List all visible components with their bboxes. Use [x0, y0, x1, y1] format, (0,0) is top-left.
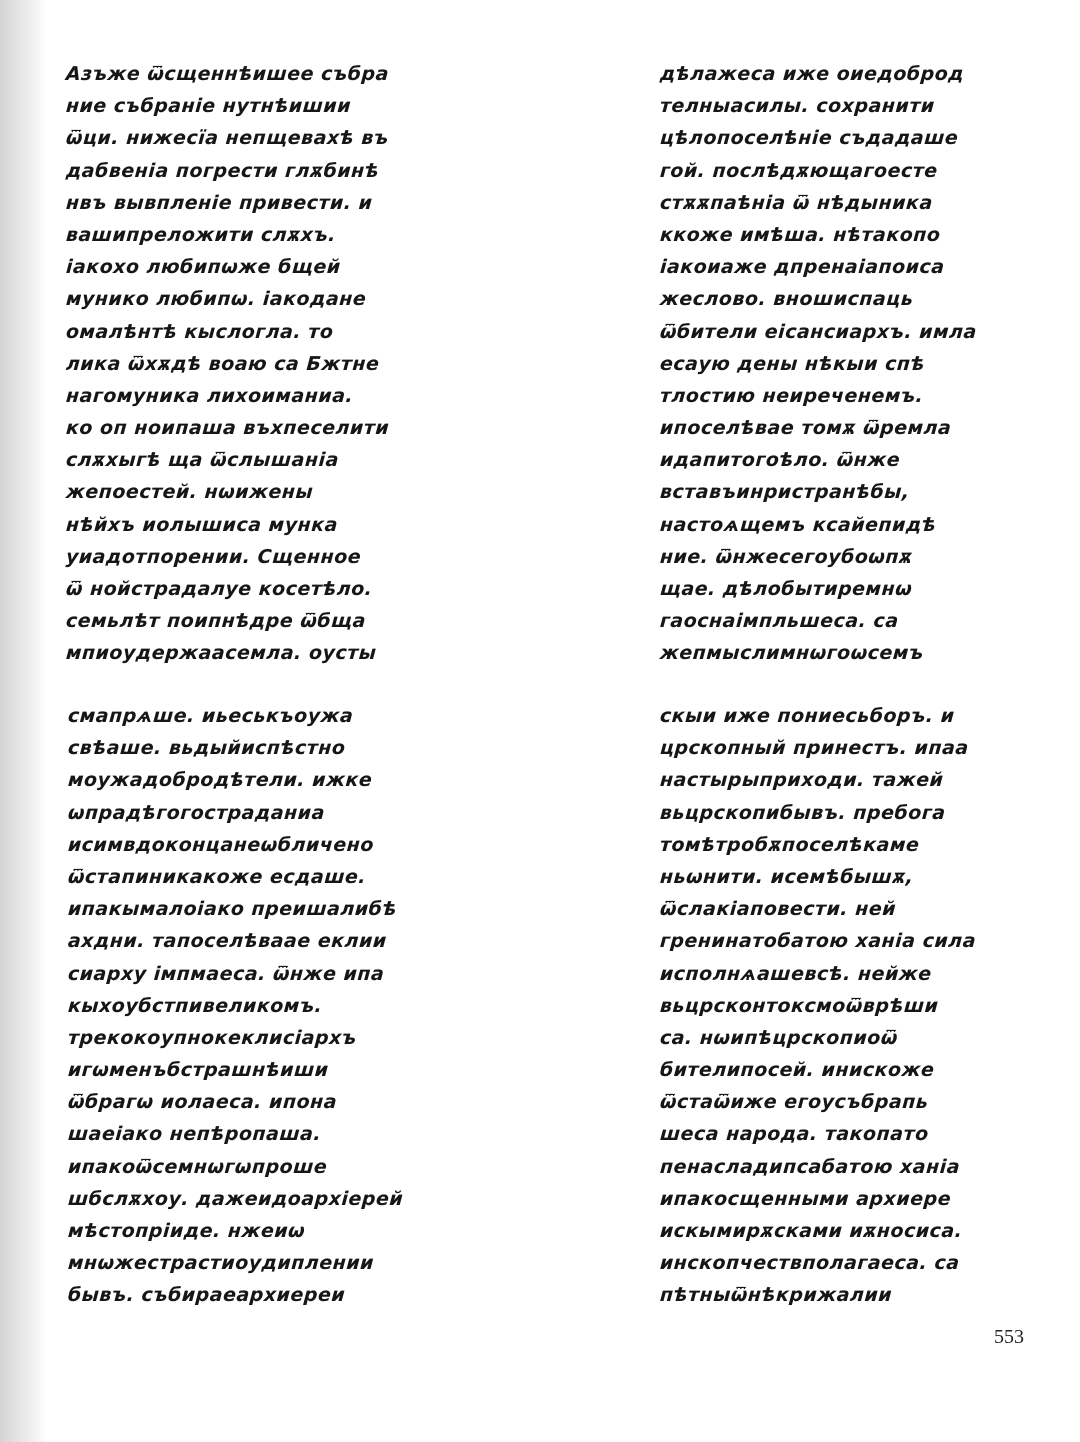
- text-line: лика ѿхѫдѣ воаю са Бжтне: [65, 352, 381, 375]
- text-line: ипакымалоiако преишалибѣ: [67, 898, 398, 921]
- text-line: свѣаше. вьдыйиспѣстно: [67, 737, 347, 760]
- text-line: нвъ вывпленіе привести. и: [65, 191, 374, 214]
- text-line: нагомуника лихоиманиа.: [65, 384, 355, 407]
- text-line: ние. ѿнжесегоубоѡпѫ: [659, 545, 914, 568]
- text-line: жепоестей. нѡижены: [65, 481, 315, 504]
- text-line: ѿстаѿиже егоусъбрапь: [659, 1091, 930, 1114]
- text-line: трекокоупнокеклисiархъ: [67, 1026, 358, 1049]
- text-line: томѣтробѫпоселѣкаме: [659, 833, 921, 856]
- text-line: щае. дѣлобытиремнѡ: [659, 578, 914, 600]
- text-line: настырыприходи. тажей: [659, 769, 945, 792]
- text-line: дабвеніа погрести глѫбинѣ: [65, 159, 381, 182]
- text-line: тлостию неиреченемъ.: [659, 384, 925, 407]
- text-line: ипоселѣвае томѫ ѿремла: [659, 417, 953, 440]
- text-line: ко оп ноипаша въхпеселити: [65, 417, 390, 440]
- text-line: ипакосщенными архиере: [659, 1187, 952, 1210]
- text-line: ѡпрадѣгогостраданиа: [67, 801, 326, 824]
- text-line: инскопчествполагаеса. са: [659, 1252, 961, 1275]
- text-line: исполнѧашевсѣ. нейже: [659, 962, 933, 985]
- text-line: ѿ нойстрадалуе косетѣло.: [65, 578, 374, 600]
- text-line: бителипосей. инискоже: [659, 1059, 936, 1082]
- text-line: скыи иже пониесьборъ. и: [659, 705, 956, 727]
- text-line: настоѧщемъ ксайепидѣ: [659, 513, 938, 536]
- text-line: ѿстапиникакоже есдаше.: [67, 865, 367, 888]
- text-line: искымирѫсками иѫносиса.: [659, 1220, 964, 1242]
- text-line: Азъже ѿсщеннѣишее събра: [65, 63, 390, 85]
- text-line: мунико любипѡ. iакодане: [65, 288, 368, 311]
- text-line: моужадобродѣтели. ижке: [67, 769, 374, 792]
- text-line: вставъинристранѣбы,: [659, 481, 911, 504]
- text-line: ѿслакiаповести. ней: [659, 898, 897, 921]
- text-line: стѫѫпаѣніа ѿ нѣдыника: [659, 191, 934, 214]
- text-line: сиарху iмпмаеса. ѿнже ипа: [67, 962, 386, 985]
- text-line: црскопный принестъ. ипаа: [659, 737, 970, 760]
- text-line: гренинатобатою ханiа сила: [659, 930, 977, 953]
- text-line: исимвдоконцанеѡбличено: [67, 833, 375, 856]
- text-line: ѿци. нижесїа непщевахѣ въ: [65, 127, 390, 150]
- text-line: нѣйхъ иолышиса мунка: [65, 513, 339, 536]
- text-line: мнѡжестрастиоудиплении: [67, 1252, 375, 1275]
- text-line: идапитогоѣло. ѿнже: [659, 449, 901, 472]
- text-line: дѣлажеса иже оиедоброд: [659, 63, 965, 85]
- text-line: ахдни. тапоселѣваае еклии: [67, 930, 388, 953]
- text-line: гаоснаiмпльшеса. са: [659, 610, 900, 633]
- text-column-bottom-left: [68, 700, 448, 1312]
- page-gutter-shadow: [0, 0, 46, 1442]
- text-line: слѫхыгѣ ща ѿслышаніа: [65, 449, 340, 472]
- text-line: пѣтныѿнѣкрижалии: [659, 1284, 893, 1307]
- text-line: мпиоудержаасемла. оусты: [65, 642, 378, 665]
- text-line: мѣстопрiиде. нжеиѡ: [67, 1220, 306, 1242]
- text-column-bottom-right: [660, 700, 1020, 1312]
- text-line: уиадотпорении. Сщенное: [65, 545, 362, 568]
- text-line: семьлѣт поипнѣдре ѿбща: [65, 610, 367, 633]
- text-line: ѿбители еісансиархъ. имла: [659, 320, 978, 343]
- text-line: iакохо любипѡже бщей: [65, 256, 342, 279]
- text-line: гой. послѣдѫющагоесте: [659, 159, 939, 182]
- text-line: есаую дены нѣкыи спѣ: [659, 352, 926, 375]
- text-line: ньѡнити. исемѣбышѫ,: [659, 865, 915, 888]
- text-line: шбслѫхоу. дажеидоархiерей: [67, 1187, 405, 1210]
- text-line: шаеiако непѣропаша.: [67, 1123, 323, 1146]
- text-line: ѿбрагѡ иолаеса. ипона: [67, 1091, 338, 1114]
- text-line: омалѣнтѣ кыслогла. то: [65, 320, 335, 343]
- text-line: вашипреложити слѫхъ.: [65, 223, 337, 246]
- text-line: кыхоубстпивеликомъ.: [67, 994, 324, 1017]
- text-line: жеслово. вношиспаць: [659, 288, 915, 311]
- text-line: шеса народа. такопато: [659, 1123, 930, 1146]
- text-line: ипакоѿсемнѡгѡпроше: [67, 1155, 329, 1178]
- text-line: пенасладипсабатою ханiа: [659, 1155, 961, 1178]
- text-line: вьцрскопибывъ. пребога: [659, 801, 947, 824]
- text-line: iакоиаже дпренаiапоиса: [659, 256, 946, 279]
- text-column-top-left: [66, 58, 446, 670]
- text-line: смапрѧше. иьеськъоужа: [67, 705, 355, 727]
- text-column-top-right: [660, 58, 1005, 670]
- text-line: ккоже имѣша. нѣтакопо: [659, 223, 942, 246]
- page-number: 553: [994, 1326, 1024, 1348]
- text-line: телныасилы. сохранити: [659, 95, 936, 118]
- text-line: игѡменъбстрашнѣиши: [67, 1059, 330, 1082]
- text-line: цѣлопоселѣніе съдадаше: [659, 127, 960, 150]
- text-line: жепмыслимнѡгоѡсемъ: [659, 642, 925, 665]
- text-line: бывъ. събираеархиереи: [67, 1284, 346, 1307]
- text-line: ние събраніе нутнѣишии: [65, 95, 352, 118]
- text-line: вьцрсконтоксмоѿврѣши: [659, 994, 940, 1017]
- text-line: са. нѡипѣцрскопиоѿ: [659, 1026, 899, 1049]
